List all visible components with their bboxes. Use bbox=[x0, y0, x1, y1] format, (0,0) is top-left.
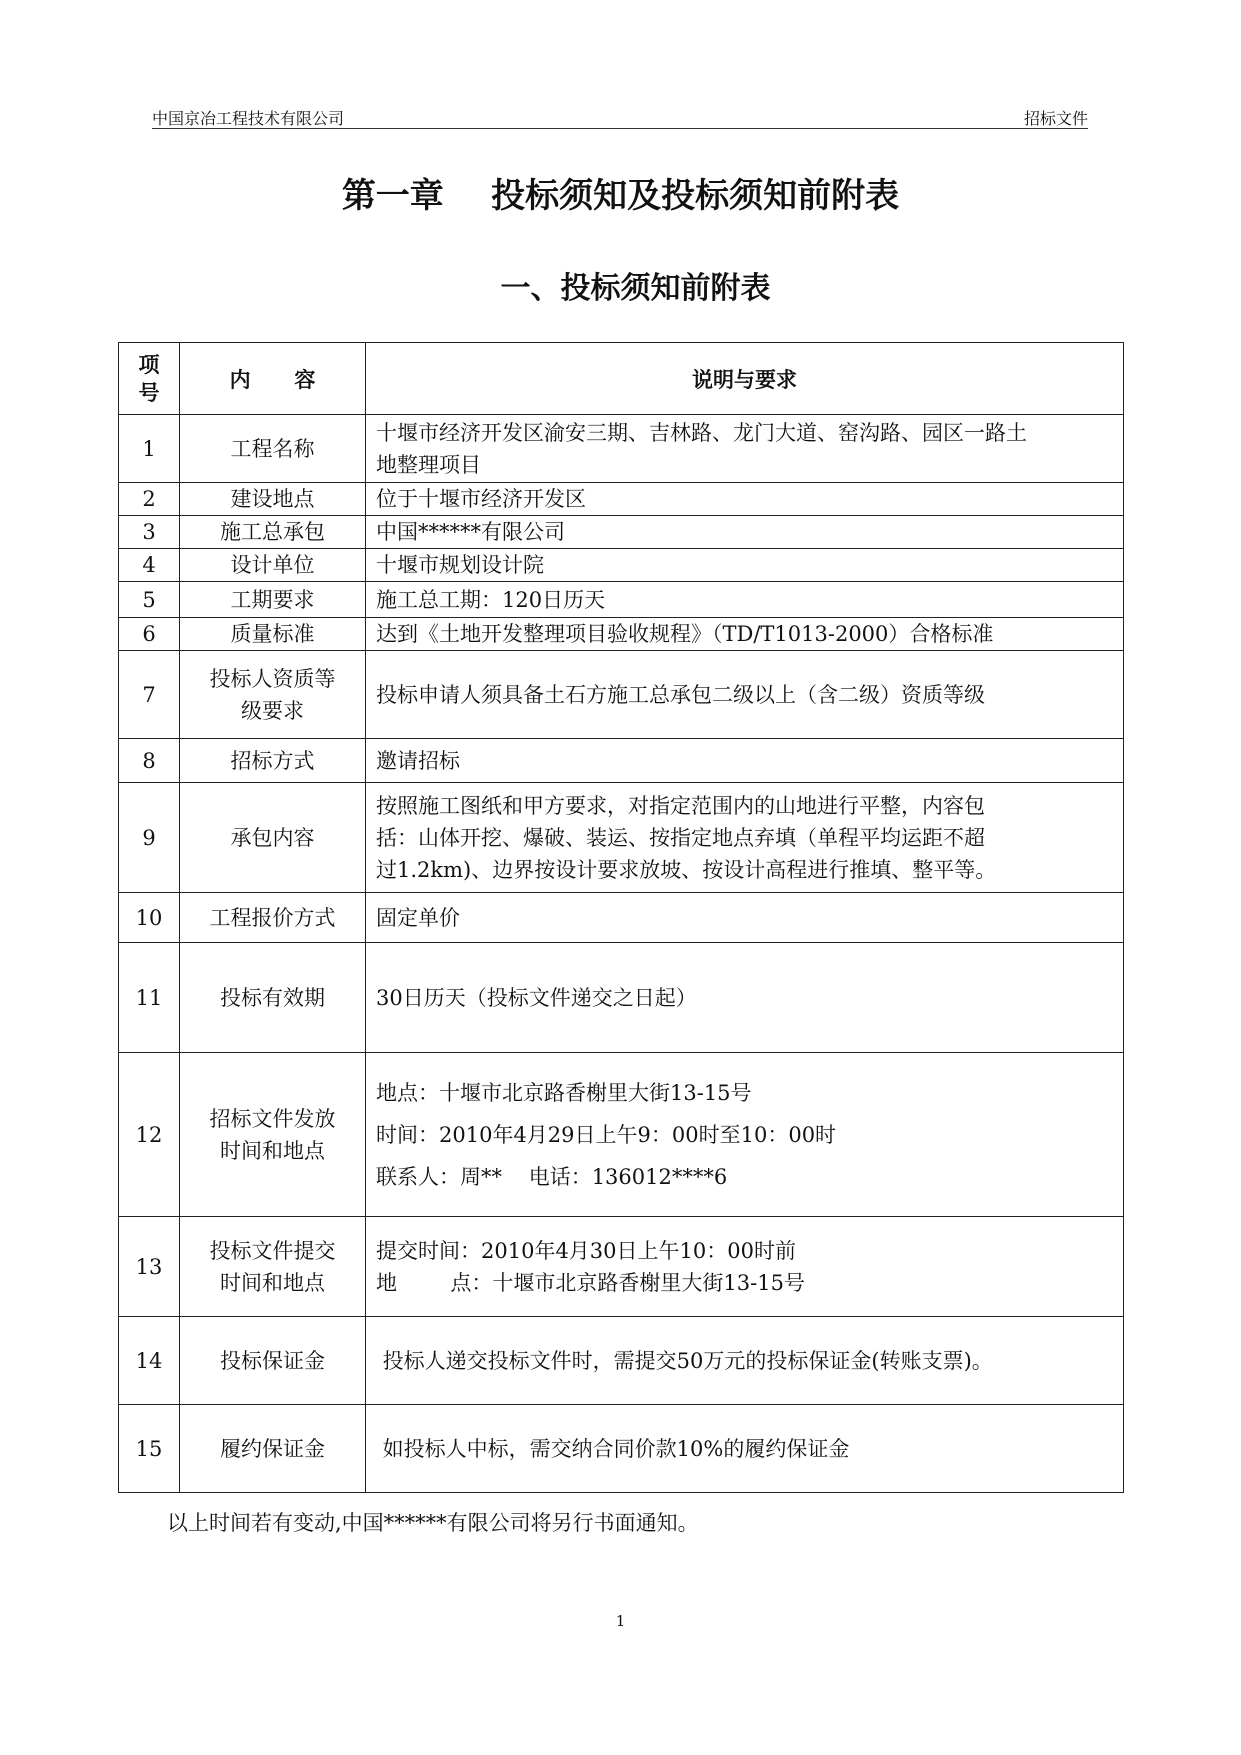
footer-note: 以上时间若有变动,中国******有限公司将另行书面通知。 bbox=[167, 1511, 699, 1535]
row-description bbox=[366, 651, 1124, 739]
row-description-line: 固定单价 bbox=[376, 905, 460, 930]
row-number: 14 bbox=[119, 1317, 180, 1405]
row-description-line: 地点：十堰市北京路香榭里大街13-15号 bbox=[376, 1080, 752, 1105]
row-description-line: 投标申请人须具备土石方施工总承包二级以上（含二级）资质等级 bbox=[376, 682, 985, 707]
row-item-line: 时间和地点 bbox=[220, 1270, 325, 1295]
row-description-line: 联系人：周** 电话：136012****6 bbox=[376, 1164, 728, 1189]
table-row bbox=[119, 943, 1124, 1053]
row-description-line: 地整理项目 bbox=[376, 452, 481, 477]
table-row bbox=[119, 516, 1124, 549]
row-item: 建设地点 bbox=[180, 483, 366, 516]
row-item: 工程报价方式 bbox=[180, 893, 366, 943]
row-number: 15 bbox=[119, 1405, 180, 1493]
row-number: 6 bbox=[119, 618, 180, 651]
table-row bbox=[119, 1405, 1124, 1493]
row-description-line: 按照施工图纸和甲方要求，对指定范围内的山地进行平整，内容包 bbox=[376, 793, 985, 818]
row-description-line: 如投标人中标，需交纳合同价款10%的履约保证金 bbox=[376, 1436, 850, 1461]
row-item: 承包内容 bbox=[180, 783, 366, 893]
row-number: 12 bbox=[119, 1053, 180, 1217]
row-description bbox=[366, 783, 1124, 893]
col-desc-header: 说明与要求 bbox=[366, 343, 1124, 415]
row-description-line: 十堰市规划设计院 bbox=[376, 553, 544, 577]
row-number: 3 bbox=[119, 516, 180, 549]
row-description-line: 十堰市经济开发区渝安三期、吉林路、龙门大道、窑沟路、园区一路土 bbox=[376, 420, 1027, 445]
row-item: 招标方式 bbox=[180, 739, 366, 783]
row-description bbox=[366, 618, 1124, 651]
row-item-line: 招标文件发放 bbox=[209, 1106, 336, 1131]
row-description bbox=[366, 1053, 1124, 1217]
row-number: 1 bbox=[119, 415, 180, 483]
row-description-line: 过1.2km)、边界按设计要求放坡、按设计高程进行推填、整平等。 bbox=[376, 857, 997, 882]
header-company: 中国京冶工程技术有限公司 bbox=[152, 109, 345, 128]
table-row bbox=[119, 1317, 1124, 1405]
row-number: 11 bbox=[119, 943, 180, 1053]
row-description bbox=[366, 1405, 1124, 1493]
row-description-line: 时间：2010年4月29日上午9：00时至10：00时 bbox=[376, 1122, 837, 1147]
row-item-line: 投标文件提交 bbox=[209, 1238, 336, 1263]
row-number: 4 bbox=[119, 549, 180, 582]
chapter-title: 第一章 投标须知及投标须知前附表 bbox=[341, 176, 900, 216]
row-item: 履约保证金 bbox=[180, 1405, 366, 1493]
table-row bbox=[119, 415, 1124, 483]
row-number: 10 bbox=[119, 893, 180, 943]
row-description-line: 位于十堰市经济开发区 bbox=[376, 487, 586, 511]
row-number: 8 bbox=[119, 739, 180, 783]
row-description-line: 中国******有限公司 bbox=[376, 520, 565, 544]
row-number: 2 bbox=[119, 483, 180, 516]
row-item: 工期要求 bbox=[180, 582, 366, 618]
row-description-line: 地 点：十堰市北京路香榭里大街13-15号 bbox=[376, 1270, 805, 1295]
col-num-line2: 号 bbox=[138, 380, 160, 405]
col-num-line1: 项 bbox=[138, 352, 160, 377]
row-description-line: 括：山体开挖、爆破、装运、按指定地点弃填（单程平均运距不超 bbox=[376, 825, 985, 850]
row-description-line: 达到《土地开发整理项目验收规程》（TD/T1013-2000）合格标准 bbox=[376, 622, 994, 646]
row-description bbox=[366, 582, 1124, 618]
row-item: 施工总承包 bbox=[180, 516, 366, 549]
page-header bbox=[152, 104, 1088, 129]
row-item bbox=[180, 651, 366, 739]
row-item: 投标有效期 bbox=[180, 943, 366, 1053]
row-description-line: 30日历天（投标文件递交之日起） bbox=[376, 985, 697, 1010]
row-number: 9 bbox=[119, 783, 180, 893]
table-row bbox=[119, 651, 1124, 739]
row-description bbox=[366, 483, 1124, 516]
section-title: 一、投标须知前附表 bbox=[500, 271, 771, 306]
table-row bbox=[119, 618, 1124, 651]
page-number: 1 bbox=[615, 1612, 626, 1630]
row-item: 质量标准 bbox=[180, 618, 366, 651]
row-item-line: 时间和地点 bbox=[220, 1138, 325, 1163]
table-row bbox=[119, 582, 1124, 618]
row-description-line: 投标人递交投标文件时，需提交50万元的投标保证金(转账支票)。 bbox=[376, 1348, 993, 1373]
table-row bbox=[119, 1217, 1124, 1317]
row-item bbox=[180, 1217, 366, 1317]
table-row bbox=[119, 549, 1124, 582]
table-row bbox=[119, 783, 1124, 893]
row-number: 7 bbox=[119, 651, 180, 739]
table-row bbox=[119, 739, 1124, 783]
header-doc-type: 招标文件 bbox=[1023, 109, 1088, 128]
row-description bbox=[366, 739, 1124, 783]
table-header-row bbox=[119, 343, 1124, 415]
row-description bbox=[366, 516, 1124, 549]
row-description-line: 施工总工期：120日历天 bbox=[376, 587, 606, 612]
row-description bbox=[366, 1317, 1124, 1405]
row-number: 13 bbox=[119, 1217, 180, 1317]
row-item: 投标保证金 bbox=[180, 1317, 366, 1405]
row-item: 工程名称 bbox=[180, 415, 366, 483]
requirements-table bbox=[118, 342, 1124, 1493]
row-description bbox=[366, 943, 1124, 1053]
row-number: 5 bbox=[119, 582, 180, 618]
table-row bbox=[119, 1053, 1124, 1217]
row-description bbox=[366, 549, 1124, 582]
row-description bbox=[366, 1217, 1124, 1317]
row-item bbox=[180, 1053, 366, 1217]
row-description-line: 邀请招标 bbox=[376, 748, 460, 773]
col-item-header: 内 容 bbox=[180, 343, 366, 415]
table-row bbox=[119, 483, 1124, 516]
row-item-line: 级要求 bbox=[241, 698, 304, 723]
row-item: 设计单位 bbox=[180, 549, 366, 582]
row-description bbox=[366, 893, 1124, 943]
row-description-line: 提交时间：2010年4月30日上午10：00时前 bbox=[376, 1238, 796, 1263]
row-item-line: 投标人资质等 bbox=[209, 666, 336, 691]
table-row bbox=[119, 893, 1124, 943]
row-description bbox=[366, 415, 1124, 483]
col-num-header bbox=[119, 343, 180, 415]
